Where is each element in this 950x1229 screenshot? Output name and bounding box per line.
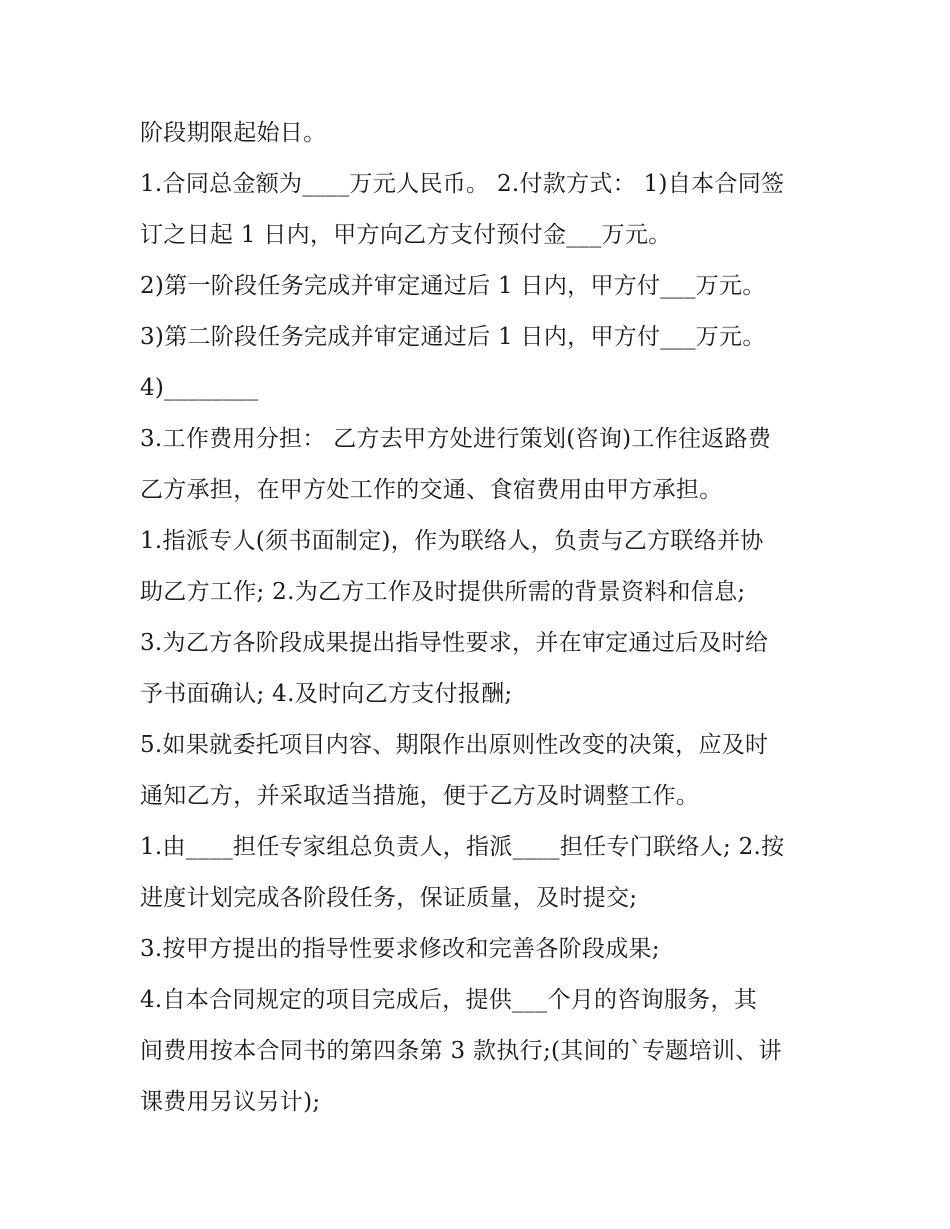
text-line: 4.自本合同规定的项目完成后，提供___个月的咨询服务，其 — [140, 987, 758, 1013]
text-line: 助乙方工作; 2.为乙方工作及时提供所需的背景资料和信息; — [140, 579, 746, 605]
text-line: 乙方承担，在甲方处工作的交通、食宿费用由甲方承担。 — [140, 477, 723, 503]
text-line: 订之日起 1 日内，甲方向乙方支付预付金___万元。 — [140, 222, 672, 248]
text-line: 3.为乙方各阶段成果提出指导性要求，并在审定通过后及时给 — [140, 630, 769, 656]
text-line: 3.按甲方提出的指导性要求修改和完善各阶段成果; — [140, 936, 660, 962]
text-line: 课费用另议另计); — [140, 1089, 321, 1115]
text-line: 4)________ — [140, 375, 259, 401]
text-line: 间费用按本合同书的第四条第 3 款执行;(其间的`专题培训、讲 — [140, 1038, 782, 1064]
text-line: 2)第一阶段任务完成并审定通过后 1 日内，甲方付___万元。 — [140, 273, 766, 299]
contract-text — [140, 108, 820, 1128]
text-line: 阶段期限起始日。 — [140, 120, 327, 146]
text-line: 5.如果就委托项目内容、期限作出原则性改变的决策，应及时 — [140, 732, 769, 758]
text-line: 进度计划完成各阶段任务，保证质量，及时提交; — [140, 885, 638, 911]
text-line: 1.由____担任专家组总负责人，指派____担任专门联络人; 2.按 — [140, 834, 785, 860]
text-line: 3)第二阶段任务完成并审定通过后 1 日内，甲方付___万元。 — [140, 324, 766, 350]
text-line: 3.工作费用分担： 乙方去甲方处进行策划(咨询)工作往返路费 — [140, 426, 772, 452]
text-line: 1.指派专人(须书面制定)，作为联络人，负责与乙方联络并协 — [140, 528, 764, 554]
text-line: 予书面确认; 4.及时向乙方支付报酬; — [140, 681, 513, 707]
text-line: 通知乙方，并采取适当措施，便于乙方及时调整工作。 — [140, 783, 700, 809]
text-line: 1.合同总金额为____万元人民币。 2.付款方式： 1)自本合同签 — [140, 171, 785, 197]
